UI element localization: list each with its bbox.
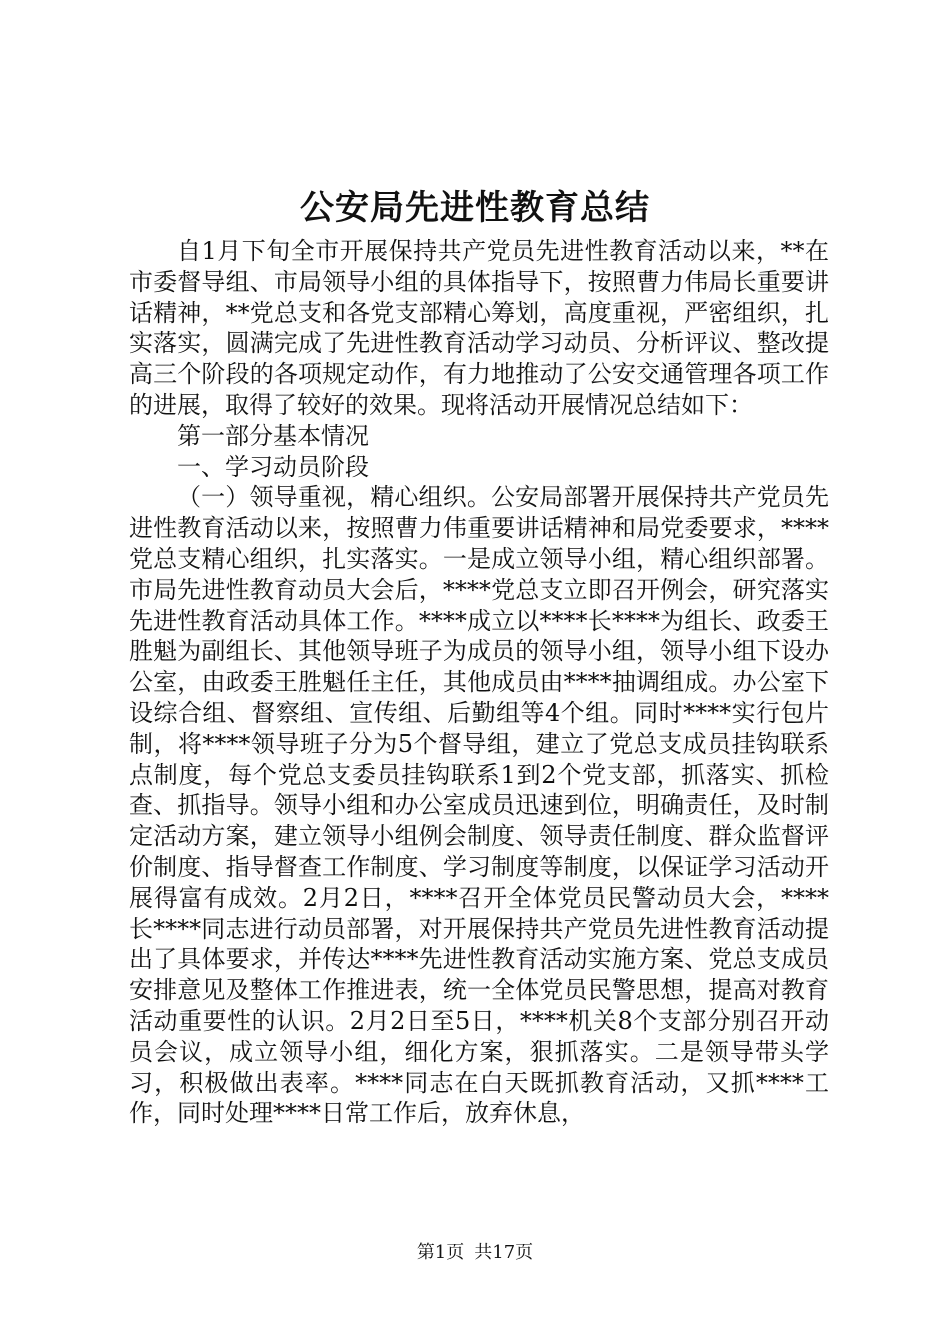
- subsection-heading: 一、学习动员阶段: [177, 452, 369, 481]
- page-number-total: 共17页: [474, 1242, 534, 1263]
- body-paragraph: （一）领导重视，精心组织。公安局部署开展保持共产党员先进性教育活动以来，按照曹力伟重要讲话精神和局党委要求，****党总支精心组织，扎实落实。一是成立领导小组，精心组织部署。市局先进性教育动员大会后，****党总支立即召开例会，研究落实先进性教育活动具体工作。****成立以****长****为组长、政委王胜魁为副组长、其他领导班子为成员的领导小组，领导小组下设办公室，由政委王胜魁任主任，其他成员由****抽调组成。办公室下设综合组、督察组、宣传组、后勤组等4个组。同时****实行包片制，将****领导班子分为5个督导组，建立了党总支成员挂钩联系点制度，每个党总支委员挂钩联系1到2个党支部，抓落实、抓检查、抓指导。领导小组和办公室成员迅速到位，明确责任，及时制定活动方案，建立领导小组例会制度、领导责任制度、群众监督评价制度、指导督查工作制度、学习制度等制度，以保证学习活动开展得富有成效。2月2日，****召开全体党员民警动员大会，****长****同志进行动员部署，对开展保持共产党员先进性教育活动提出了具体要求，并传达****先进性教育活动实施方案、党总支成员安排意见及整体工作推进表，统一全体党员民警思想，提高对教育活动重要性的认识。2月2日至5日，****机关8个支部分别召开动员会议，成立领导小组，细化方案，狠抓落实。二是领导带头学习，积极做出表率。****同志在白天既抓教育活动，又抓****工作，同时处理****日常工作后，放弃休息，: [129, 483, 829, 1128]
- page-footer: [0, 1241, 950, 1265]
- intro-paragraph: 自1月下旬全市开展保持共产党员先进性教育活动以来，**在市委督导组、市局领导小组的具体指导下，按照曹力伟局长重要讲话精神，**党总支和各党支部精心筹划，高度重视，严密组织，扎实落实，圆满完成了先进性教育活动学习动员、分析评议、整改提高三个阶段的各项规定动作，有力地推动了公安交通管理各项工作的进展，取得了较好的效果。现将活动开展情况总结如下：: [129, 237, 829, 419]
- document-body: [129, 236, 829, 1129]
- document-title: 公安局先进性教育总结: [300, 188, 650, 228]
- page-number-current: 第1页: [416, 1242, 465, 1263]
- section-heading: 第一部分基本情况: [177, 421, 369, 450]
